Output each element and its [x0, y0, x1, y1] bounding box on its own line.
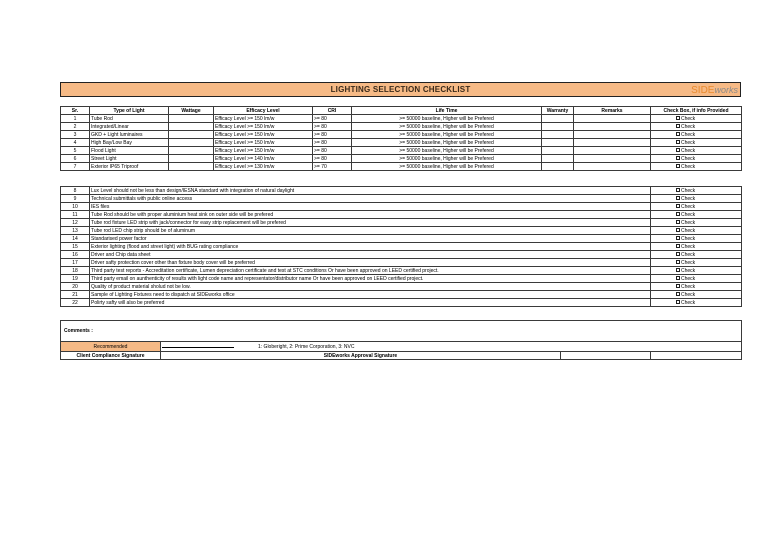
light-warranty[interactable] [542, 123, 574, 131]
light-cri: >= 70 [313, 163, 352, 171]
requirement-row [61, 251, 742, 259]
requirement-sr: 20 [61, 283, 90, 291]
requirement-sr: 19 [61, 275, 90, 283]
light-remarks[interactable] [574, 139, 651, 147]
requirement-check-cell [651, 203, 742, 211]
light-warranty[interactable] [542, 163, 574, 171]
light-remarks[interactable] [574, 115, 651, 123]
check-label: Check [681, 211, 696, 218]
requirement-row [61, 227, 742, 235]
requirement-row [61, 187, 742, 195]
light-type: Integrated/Linear [90, 123, 169, 131]
light-check-cell [651, 155, 742, 163]
light-sr: 2 [61, 123, 90, 131]
light-wattage[interactable] [169, 163, 214, 171]
sideworks-signature[interactable]: SIDEworks Approval Signature [161, 352, 561, 360]
header-warranty: Warranty [542, 107, 574, 115]
light-check-cell [651, 115, 742, 123]
check-label: Check [681, 195, 696, 202]
requirement-text: Technical submittals with public online access [90, 195, 651, 203]
light-sr: 6 [61, 155, 90, 163]
light-warranty[interactable] [542, 155, 574, 163]
title-bar [60, 82, 741, 97]
requirement-sr: 18 [61, 267, 90, 275]
checkbox[interactable] [676, 204, 680, 208]
requirement-text: Third party test reports - Accreditation certificate, Lumen depreciation certificate and test at STC conditions Or have been approved on LEED certified project. [90, 267, 651, 275]
requirement-row [61, 235, 742, 243]
check-label: Check [681, 163, 696, 170]
light-type: GKD + Light luminaires [90, 131, 169, 139]
requirement-check-cell [651, 243, 742, 251]
light-type: High Bay/Low Bay [90, 139, 169, 147]
header-type: Type of Light [90, 107, 169, 115]
requirement-text: Tube rod LED chip strip should be of aluminum [90, 227, 651, 235]
check-label: Check [681, 203, 696, 210]
sideworks-logo: SIDEworks [691, 85, 738, 96]
light-wattage[interactable] [169, 123, 214, 131]
requirement-text: Third party email on aunthenticity of results with light code name and representator/distributor name Or have been approved on LEED certified project. [90, 275, 651, 283]
requirement-sr: 9 [61, 195, 90, 203]
requirement-sr: 10 [61, 203, 90, 211]
requirement-text: Driver safty protection cover other than fixture body cover will be preferred [90, 259, 651, 267]
requirement-check-cell [651, 235, 742, 243]
check-label: Check [681, 187, 696, 194]
light-cri: >= 80 [313, 147, 352, 155]
check-label: Check [681, 227, 696, 234]
requirement-row [61, 259, 742, 267]
requirement-row [61, 203, 742, 211]
checkbox[interactable] [676, 244, 680, 248]
requirement-sr: 8 [61, 187, 90, 195]
requirement-text: Driver and Chip data sheet [90, 251, 651, 259]
requirement-row [61, 211, 742, 219]
requirement-row [61, 275, 742, 283]
requirement-text: Sample of Lighting Fixtures need to dispatch at SIDEworks office [90, 291, 651, 299]
light-efficacy: Efficacy Level >= 150 lm/w [214, 123, 313, 131]
checkbox[interactable] [676, 188, 680, 192]
requirement-check-cell [651, 195, 742, 203]
requirement-text: Polirty safty will also be preferred [90, 299, 651, 307]
requirement-check-cell [651, 299, 742, 307]
requirement-check-cell [651, 275, 742, 283]
requirement-row [61, 219, 742, 227]
light-sr: 1 [61, 115, 90, 123]
checkbox[interactable] [676, 164, 680, 168]
light-type: Street Light [90, 155, 169, 163]
signature-row [61, 352, 742, 360]
light-type: Exterior IP65 Triproof [90, 163, 169, 171]
light-cri: >= 80 [313, 131, 352, 139]
light-row [61, 115, 742, 123]
light-cri: >= 80 [313, 123, 352, 131]
checkbox[interactable] [676, 220, 680, 224]
requirement-row [61, 291, 742, 299]
checkbox[interactable] [676, 116, 680, 120]
light-cri: >= 80 [313, 139, 352, 147]
check-label: Check [681, 251, 696, 258]
checkbox[interactable] [676, 132, 680, 136]
light-wattage[interactable] [169, 115, 214, 123]
light-cri: >= 80 [313, 155, 352, 163]
requirement-check-cell [651, 259, 742, 267]
light-life: >= 50000 baseline, Higher will be Prefered [352, 163, 542, 171]
check-label: Check [681, 235, 696, 242]
check-label: Check [681, 147, 696, 154]
light-life: >= 50000 baseline, Higher will be Prefered [352, 123, 542, 131]
light-warranty[interactable] [542, 115, 574, 123]
check-label: Check [681, 259, 696, 266]
requirement-text: Tube rod fixture LED strip with jack/connector for easy strip replacement will be prefered [90, 219, 651, 227]
checkbox[interactable] [676, 276, 680, 280]
light-row [61, 131, 742, 139]
light-life: >= 50000 baseline, Higher will be Prefered [352, 147, 542, 155]
light-wattage[interactable] [169, 155, 214, 163]
checklist-sheet [60, 82, 741, 371]
requirement-check-cell [651, 283, 742, 291]
checkbox[interactable] [676, 300, 680, 304]
requirement-check-cell [651, 227, 742, 235]
requirement-sr: 11 [61, 211, 90, 219]
checkbox[interactable] [676, 140, 680, 144]
light-efficacy: Efficacy Level >= 140 lm/w [214, 155, 313, 163]
light-remarks[interactable] [574, 147, 651, 155]
light-check-cell [651, 131, 742, 139]
light-row [61, 155, 742, 163]
footer-table [60, 320, 742, 360]
checkbox[interactable] [676, 212, 680, 216]
light-wattage[interactable] [169, 131, 214, 139]
light-sr: 5 [61, 147, 90, 155]
header-sr: Sr. [61, 107, 90, 115]
requirement-check-cell [651, 267, 742, 275]
light-remarks[interactable] [574, 155, 651, 163]
light-check-cell [651, 123, 742, 131]
checkbox[interactable] [676, 284, 680, 288]
light-row [61, 163, 742, 171]
light-sr: 4 [61, 139, 90, 147]
header-efficacy: Efficacy Level [214, 107, 313, 115]
check-label: Check [681, 291, 696, 298]
check-label: Check [681, 219, 696, 226]
header-remarks: Remarks [574, 107, 651, 115]
requirement-text: Quality of product material sholud not be low. [90, 283, 651, 291]
requirement-check-cell [651, 219, 742, 227]
light-life: >= 50000 baseline, Higher will be Prefered [352, 139, 542, 147]
light-life: >= 50000 baseline, Higher will be Prefered [352, 131, 542, 139]
requirements-table [60, 186, 742, 307]
recommended-row [61, 342, 742, 352]
light-life: >= 50000 baseline, Higher will be Prefered [352, 155, 542, 163]
checkbox[interactable] [676, 292, 680, 296]
checkbox[interactable] [676, 228, 680, 232]
recommended-label: Recommended [61, 342, 161, 352]
light-wattage[interactable] [169, 139, 214, 147]
light-remarks[interactable] [574, 131, 651, 139]
requirement-sr: 14 [61, 235, 90, 243]
checkbox[interactable] [676, 236, 680, 240]
checkbox[interactable] [676, 196, 680, 200]
requirement-check-cell [651, 211, 742, 219]
check-label: Check [681, 123, 696, 130]
light-efficacy: Efficacy Level >= 150 lm/w [214, 115, 313, 123]
requirement-row [61, 243, 742, 251]
check-label: Check [681, 131, 696, 138]
light-remarks[interactable] [574, 163, 651, 171]
requirement-check-cell [651, 187, 742, 195]
client-signature[interactable]: Client Compliance Signature [61, 352, 161, 360]
header-cri: CRI [313, 107, 352, 115]
requirement-sr: 21 [61, 291, 90, 299]
light-efficacy: Efficacy Level >= 150 lm/w [214, 147, 313, 155]
light-remarks[interactable] [574, 123, 651, 131]
check-label: Check [681, 283, 696, 290]
checkbox[interactable] [676, 124, 680, 128]
light-warranty[interactable] [542, 147, 574, 155]
requirement-check-cell [651, 291, 742, 299]
light-sr: 7 [61, 163, 90, 171]
checkbox[interactable] [676, 156, 680, 160]
requirement-sr: 17 [61, 259, 90, 267]
light-row [61, 147, 742, 155]
requirement-text: Lux Level should not be less than design/IESNA standard with integration of natural daylight [90, 187, 651, 195]
light-efficacy: Efficacy Level >= 130 lm/w [214, 163, 313, 171]
light-efficacy: Efficacy Level >= 150 lm/w [214, 131, 313, 139]
light-sr: 3 [61, 131, 90, 139]
comments-label: Comments : [61, 321, 742, 342]
check-label: Check [681, 139, 696, 146]
checkbox[interactable] [676, 260, 680, 264]
light-wattage[interactable] [169, 147, 214, 155]
requirement-sr: 22 [61, 299, 90, 307]
requirement-row [61, 195, 742, 203]
signature-blank-1 [561, 352, 651, 360]
header-life: Life Time [352, 107, 542, 115]
light-row [61, 139, 742, 147]
requirement-text: Standarised power factor [90, 235, 651, 243]
recommended-value: 1: Globeright, 2: Prime Corporation, 3: NVC [258, 344, 355, 350]
requirement-sr: 12 [61, 219, 90, 227]
requirement-row [61, 283, 742, 291]
light-check-cell [651, 163, 742, 171]
requirement-sr: 15 [61, 243, 90, 251]
light-efficacy: Efficacy Level >= 150 lm/w [214, 139, 313, 147]
lights-table [60, 106, 742, 171]
light-row [61, 123, 742, 131]
header-row [61, 107, 742, 115]
recommended-value-cell [161, 342, 742, 352]
light-type: Flood Light [90, 147, 169, 155]
requirement-text: Tube Rod should be with proper aluminium heat sink on outer side will be prefered [90, 211, 651, 219]
checkbox[interactable] [676, 252, 680, 256]
requirement-sr: 16 [61, 251, 90, 259]
check-label: Check [681, 275, 696, 282]
requirement-text: Exterior lighting (flood and street light) with BUG rating compliance [90, 243, 651, 251]
light-warranty[interactable] [542, 139, 574, 147]
requirement-sr: 13 [61, 227, 90, 235]
comments-row [61, 321, 742, 342]
checkbox[interactable] [676, 268, 680, 272]
signature-blank-2 [651, 352, 742, 360]
light-check-cell [651, 139, 742, 147]
page-title: LIGHTING SELECTION CHECKLIST [330, 85, 471, 94]
light-life: >= 50000 baseline, Higher will be Prefered [352, 115, 542, 123]
check-label: Check [681, 299, 696, 306]
checkbox[interactable] [676, 148, 680, 152]
requirement-check-cell [651, 251, 742, 259]
light-type: Tube Rod [90, 115, 169, 123]
header-checkbox: Check Box, if info Provided [651, 107, 742, 115]
requirement-row [61, 267, 742, 275]
requirement-text: IES files [90, 203, 651, 211]
light-warranty[interactable] [542, 131, 574, 139]
light-check-cell [651, 147, 742, 155]
light-cri: >= 80 [313, 115, 352, 123]
check-label: Check [681, 115, 696, 122]
recommended-line [162, 343, 234, 348]
header-wattage: Wattage [169, 107, 214, 115]
requirement-row [61, 299, 742, 307]
check-label: Check [681, 155, 696, 162]
check-label: Check [681, 243, 696, 250]
check-label: Check [681, 267, 696, 274]
